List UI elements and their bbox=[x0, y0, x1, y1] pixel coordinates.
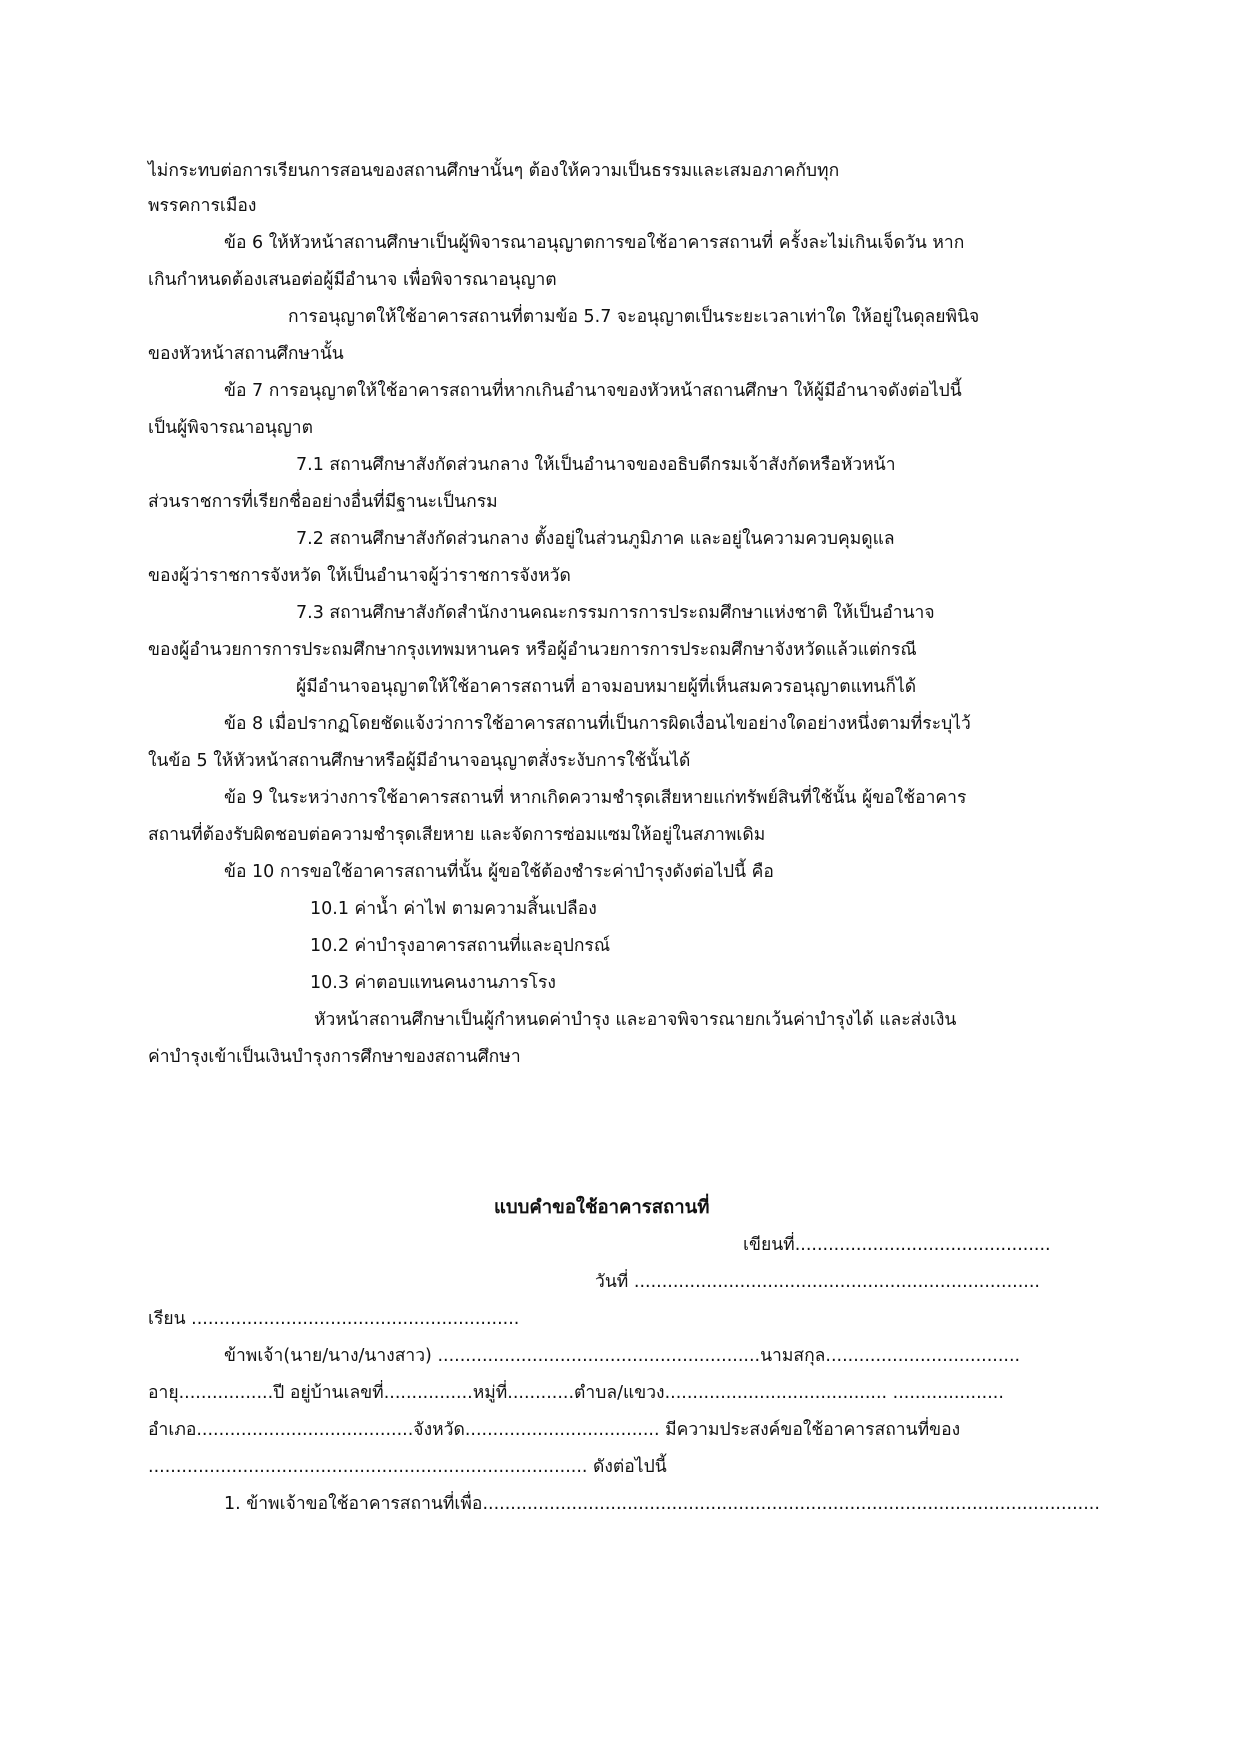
clause-7-2: 7.2 สถานศึกษาสังกัดส่วนกลาง ตั้งอยู่ในส่วนภูมิภาค และอยู่ในความควบคุมดูแล bbox=[296, 529, 895, 549]
clause-10: ข้อ 10 การขอใช้อาคารสถานที่นั้น ผู้ขอใช้ต้องชำระค่าบำรุงดังต่อไปนี้ คือ bbox=[224, 862, 774, 882]
address-field: อายุ.................ปี อยู่บ้านเลขที่................หมู่ที่............ตำบล/แขวง........................................ .................... bbox=[148, 1383, 1004, 1403]
district-field: อำเภอ.......................................จังหวัด................................... มีความประสงค์ขอใช้อาคารสถานที่ของ bbox=[148, 1420, 961, 1440]
body-line: ของหัวหน้าสถานศึกษานั้น bbox=[148, 344, 344, 364]
clause-10-1: 10.1 ค่าน้ำ ค่าไฟ ตามความสิ้นเปลือง bbox=[310, 899, 597, 919]
request-item-1: 1. ข้าพเจ้าขอใช้อาคารสถานที่เพื่อ............................................................................................................... bbox=[224, 1494, 1100, 1514]
body-line: เป็นผู้พิจารณาอนุญาต bbox=[148, 418, 313, 438]
body-line: ของผู้อำนวยการการประถมศึกษากรุงเทพมหานคร หรือผู้อำนวยการการประถมศึกษาจังหวัดแล้วแต่กรณี bbox=[148, 640, 917, 660]
body-line: การอนุญาตให้ใช้อาคารสถานที่ตามข้อ 5.7 จะอนุญาตเป็นระยะเวลาเท่าใด ให้อยู่ในดุลยพินิจ bbox=[288, 307, 980, 327]
date-field: วันที่ ......................................................................... bbox=[595, 1272, 1040, 1292]
body-line: พรรคการเมือง bbox=[148, 196, 257, 216]
clause-7-1: 7.1 สถานศึกษาสังกัดส่วนกลาง ให้เป็นอำนาจของอธิบดีกรมเจ้าสังกัดหรือหัวหน้า bbox=[296, 455, 896, 475]
body-line: เกินกำหนดต้องเสนอต่อผู้มีอำนาจ เพื่อพิจารณาอนุญาต bbox=[148, 270, 557, 290]
body-line: หัวหน้าสถานศึกษาเป็นผู้กำหนดค่าบำรุง และอาจพิจารณายกเว้นค่าบำรุงได้ และส่งเงิน bbox=[314, 1010, 957, 1030]
clause-7: ข้อ 7 การอนุญาตให้ใช้อาคารสถานที่หากเกินอำนาจของหัวหน้าสถานศึกษา ให้ผู้มีอำนาจดังต่อไปนี้ bbox=[224, 381, 962, 401]
clause-10-2: 10.2 ค่าบำรุงอาคารสถานที่และอุปกรณ์ bbox=[310, 936, 611, 956]
applicant-name-field: ข้าพเจ้า(นาย/นาง/นางสาว) ..........................................................นามสกุล................................... bbox=[224, 1346, 1021, 1366]
clause-8: ข้อ 8 เมื่อปรากฏโดยชัดแจ้งว่าการใช้อาคารสถานที่เป็นการผิดเงื่อนไขอย่างใดอย่างหนึ่งตามที่ระบุไว้ bbox=[224, 714, 971, 734]
body-line: ไม่กระทบต่อการเรียนการสอนของสถานศึกษานั้นๆ ต้องให้ความเป็นธรรมและเสมอภาคกับทุก bbox=[148, 161, 840, 181]
clause-6: ข้อ 6 ให้หัวหน้าสถานศึกษาเป็นผู้พิจารณาอนุญาตการขอใช้อาคารสถานที่ ครั้งละไม่เกินเจ็ดวัน หาก bbox=[224, 233, 965, 253]
addressee-field: เรียน ........................................................... bbox=[148, 1309, 520, 1329]
purpose-intro: ............................................................................... ดังต่อไปนี้ bbox=[148, 1457, 667, 1477]
form-title: แบบคำขอใช้อาคารสถานที่ bbox=[494, 1197, 710, 1218]
body-line: สถานที่ต้องรับผิดชอบต่อความชำรุดเสียหาย และจัดการซ่อมแซมให้อยู่ในสภาพเดิม bbox=[148, 825, 766, 845]
body-line: ของผู้ว่าราชการจังหวัด ให้เป็นอำนาจผู้ว่าราชการจังหวัด bbox=[148, 566, 571, 586]
body-line: ค่าบำรุงเข้าเป็นเงินบำรุงการศึกษาของสถานศึกษา bbox=[148, 1047, 521, 1067]
clause-10-3: 10.3 ค่าตอบแทนคนงานภารโรง bbox=[310, 973, 556, 993]
body-line: ผู้มีอำนาจอนุญาตให้ใช้อาคารสถานที่ อาจมอบหมายผู้ที่เห็นสมควรอนุญาตแทนก็ได้ bbox=[296, 677, 917, 697]
written-at-field: เขียนที่.............................................. bbox=[743, 1235, 1051, 1255]
body-line: ส่วนราชการที่เรียกชื่ออย่างอื่นที่มีฐานะเป็นกรม bbox=[148, 492, 498, 512]
clause-7-3: 7.3 สถานศึกษาสังกัดสำนักงานคณะกรรมการการประถมศึกษาแห่งชาติ ให้เป็นอำนาจ bbox=[296, 603, 935, 623]
clause-9: ข้อ 9 ในระหว่างการใช้อาคารสถานที่ หากเกิดความชำรุดเสียหายแก่ทรัพย์สินที่ใช้นั้น ผู้ขอใช้อาคาร bbox=[224, 788, 967, 808]
body-line: ในข้อ 5 ให้หัวหน้าสถานศึกษาหรือผู้มีอำนาจอนุญาตสั่งระงับการใช้นั้นได้ bbox=[148, 751, 691, 771]
